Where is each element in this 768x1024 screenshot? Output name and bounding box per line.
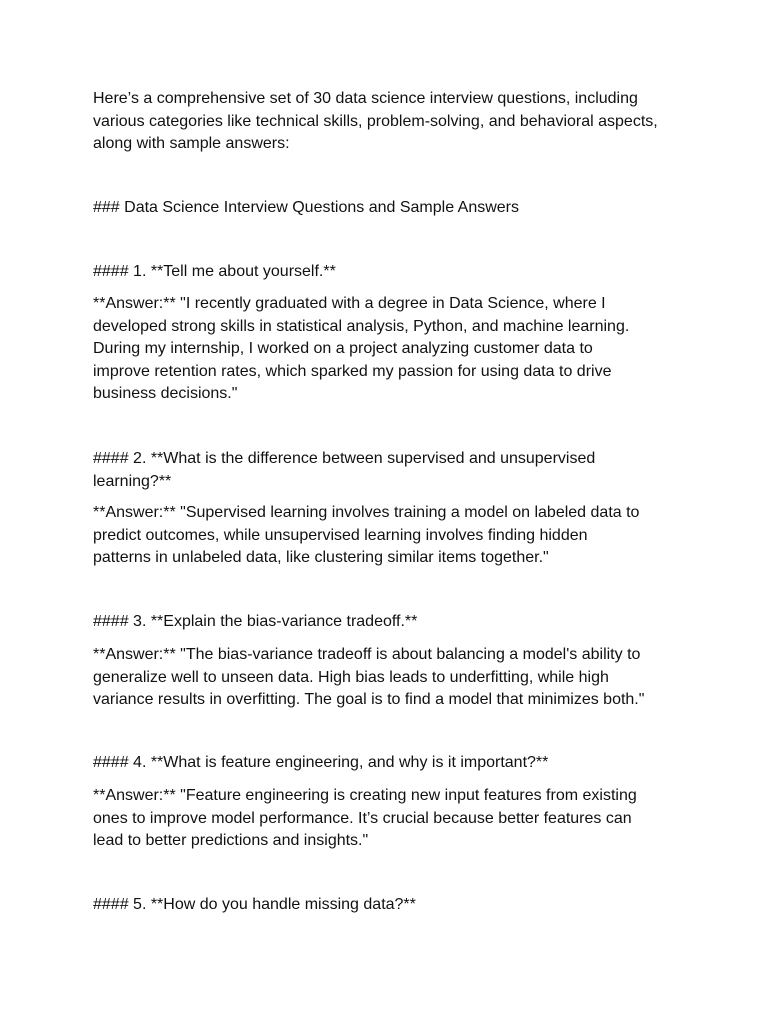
question-heading-line: #### 1. **Tell me about yourself.** (93, 263, 336, 280)
intro-line: various categories like technical skills, problem-solving, and behavioral aspects, (93, 112, 658, 130)
answer-line: **Answer:** "The bias-variance tradeoff is about balancing a model's ability to (93, 646, 641, 663)
question-heading (93, 611, 693, 634)
answer-line: predict outcomes, while unsupervised learning involves finding hidden (93, 526, 588, 544)
question-heading (93, 261, 693, 284)
answer-line: **Answer:** "Supervised learning involves training a model on labeled data to (93, 504, 640, 521)
question-heading-line: #### 5. **How do you handle missing data?** (93, 896, 416, 913)
answer-line: **Answer:** "Feature engineering is creating new input features from existing (93, 787, 637, 804)
answer-line: generalize well to unseen data. High bias leads to underfitting, while high (93, 668, 609, 686)
question-heading-line: #### 2. **What is the difference between supervised and unsupervised (93, 450, 596, 467)
answer-paragraph (93, 644, 693, 712)
answer-line: variance results in overfitting. The goal is to find a model that minimizes both." (93, 691, 645, 708)
document-heading: ### Data Science Interview Questions and Sample Answers (93, 199, 520, 216)
answer-line: ones to improve model performance. It’s crucial because better features can (93, 809, 632, 827)
answer-line: improve retention rates, which sparked my passion for using data to drive (93, 362, 612, 380)
question-heading-line: learning?** (93, 472, 172, 490)
intro-line: Here’s a comprehensive set of 30 data science interview questions, including (93, 90, 638, 107)
question-heading-line: #### 4. **What is feature engineering, and why is it important?** (93, 754, 549, 771)
answer-paragraph (93, 502, 693, 570)
question-heading (93, 448, 693, 493)
answer-line: business decisions." (93, 385, 238, 402)
question-heading (93, 752, 693, 775)
answer-line: developed strong skills in statistical analysis, Python, and machine learning. (93, 317, 630, 335)
answer-paragraph (93, 785, 693, 853)
answer-line: During my internship, I worked on a project analyzing customer data to (93, 340, 593, 357)
question-heading-line: #### 3. **Explain the bias-variance tradeoff.** (93, 613, 418, 630)
question-heading (93, 894, 693, 917)
answer-line: patterns in unlabeled data, like clustering similar items together." (93, 549, 549, 566)
intro-paragraph (93, 88, 693, 156)
answer-line: **Answer:** "I recently graduated with a degree in Data Science, where I (93, 295, 606, 312)
answer-paragraph (93, 293, 693, 406)
answer-line: lead to better predictions and insights." (93, 832, 369, 849)
intro-line: along with sample answers: (93, 135, 290, 152)
